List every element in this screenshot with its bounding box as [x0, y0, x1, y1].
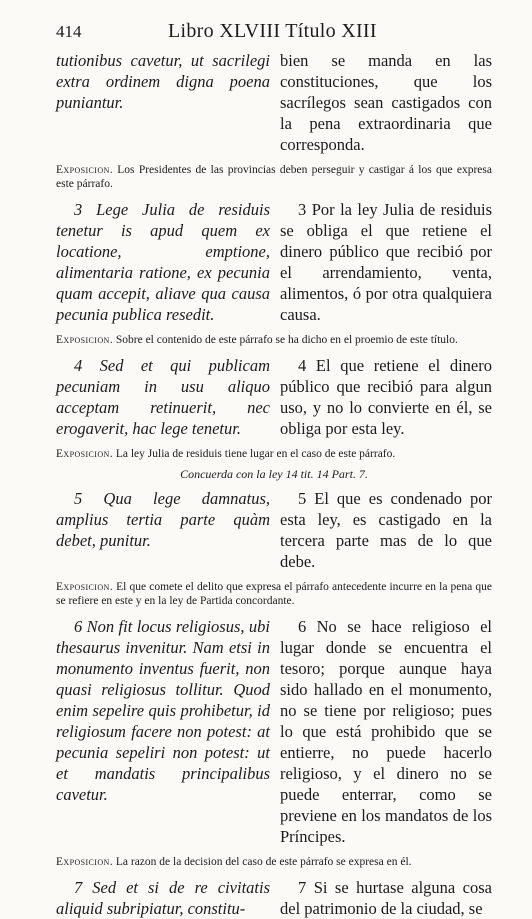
exposicion-label: Exposicion.	[56, 856, 113, 868]
concordance-note: Concuerda con la ley 14 tit. 14 Part. 7.	[180, 467, 368, 481]
exposicion-note: Exposicion. La ley Julia de residuis tiene lugar en el caso de este párrafo.	[56, 448, 396, 460]
paragraph-pair	[56, 877, 492, 919]
exposicion-note: Exposicion. El que comete el delito que expresa el párrafo antecedente incurre en la pena que se refiere en este y en la ley de Partida concordante.	[56, 581, 493, 607]
running-header	[56, 20, 492, 50]
paragraph-pair	[56, 50, 492, 155]
latin-text: 6 Non fit locus religiosus, ubi thesaurus invenitur. Nam etsi in monumento inventus fuerit, non quasi religiosus tollitur. Quod enim sepelire quis prohibetur, id religiosum facere non potest: at pecunia sepeliri non potest: ut et mandatis principalibus cavetur.	[56, 617, 270, 804]
latin-text: 5 Qua lege damnatus, amplius tertia parte quàm debet, punitur.	[56, 489, 270, 550]
spanish-text: bien se manda en las constituciones, que los sacrílegos sean castigados con la pena extraordinaria que corresponda.	[280, 51, 492, 154]
exposicion-note: Exposicion. Sobre el contenido de este párrafo se ha dicho en el proemio de este título.	[56, 334, 458, 346]
exposicion-label: Exposicion.	[56, 164, 113, 176]
spanish-text: 6 No se hace religioso el lugar donde se encuentra el tesoro; porque aunque haya sido hallado en el monumento, no se tiene por religioso; pues lo que está prohibido que se entierre, no puede hacerlo religioso, y el dinero no se puede enterrar, como se previene en los mandatos de los Príncipes.	[280, 617, 492, 846]
running-title: Libro XLVIII Título XIII	[168, 20, 377, 42]
paragraph-pair	[56, 488, 492, 572]
latin-text: 4 Sed et qui publicam pecuniam in usu aliquo acceptam retinuerit, nec erogaverit, hac lege tenetur.	[56, 356, 270, 438]
exposicion-note: Exposicion. Los Presidentes de las provincias deben perseguir y castigar á los que expresa este párrafo.	[56, 164, 492, 190]
latin-text: 7 Sed et si de re civitatis aliquid subripiatur, constitu-	[56, 878, 270, 918]
exposicion-label: Exposicion.	[56, 448, 113, 460]
latin-text: tutionibus cavetur, ut sacrilegi extra ordinem digna poena puniantur.	[56, 51, 270, 112]
spanish-text: 4 El que retiene el dinero público que recibió para algun uso, y no lo convierte en él, se obliga por esta ley.	[280, 356, 492, 438]
page-number: 414	[56, 22, 82, 41]
spanish-text: 5 El que es condenado por esta ley, es castigado en la tercera parte mas de lo que debe.	[280, 489, 492, 571]
spanish-text: 3 Por la ley Julia de residuis se obliga el que retiene el dinero público que recibió por el arrendamiento, venta, alimentos, ó por otra qualquiera causa.	[280, 200, 492, 324]
paragraph-pair	[56, 355, 492, 439]
exposicion-note: Exposicion. La razon de la decision del caso de este párrafo se expresa en él.	[56, 856, 412, 868]
latin-text: 3 Lege Julia de residuis tenetur is apud quem ex locatione, emptione, alimentaria ratione, ex pecunia quam accepit, aliave qua causa pecunia publica resedit.	[56, 200, 270, 324]
paragraph-pair	[56, 616, 492, 847]
exposicion-label: Exposicion.	[56, 581, 113, 593]
paragraph-pair	[56, 199, 492, 325]
spanish-text: 7 Si se hurtase alguna cosa del patrimonio de la ciudad, se	[280, 878, 492, 918]
exposicion-label: Exposicion.	[56, 334, 113, 346]
